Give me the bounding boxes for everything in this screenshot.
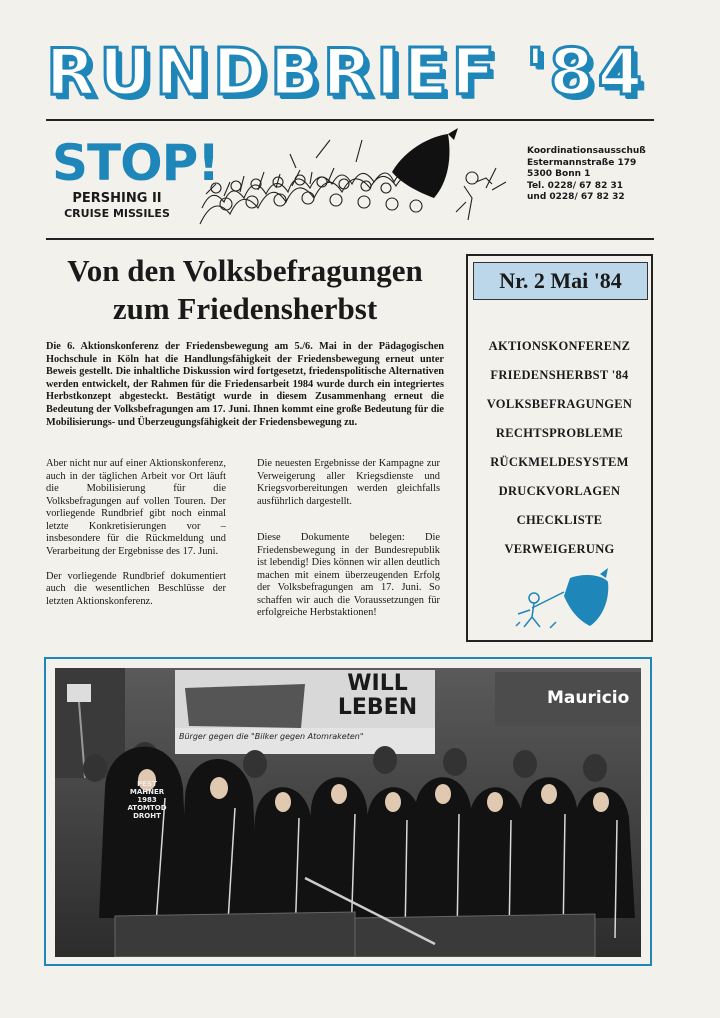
contents-item: RÜCKMELDESYSTEM bbox=[490, 455, 629, 469]
contact-line: Estermannstraße 179 bbox=[527, 157, 637, 168]
contents-list bbox=[468, 332, 651, 564]
demonstration-photo bbox=[55, 668, 641, 957]
masthead bbox=[46, 30, 666, 116]
article-lead: Die 6. Aktionskonferenz der Friedensbewegung am 5./6. Mai in der Pädagogischen Hochschule in Köln hat die Handlungsfähigkeit der Friedensbewegung erneut unter Beweis gestellt. Die inhaltliche Diskussion wird fortgesetzt, friedenspolitische Alternativen werden entwickelt, der Rahmen für die Friedensarbeit 1984 wurde durch ein integriertes Herbstkonzept abgesteckt. Bestätigt wurde in diesem Zusammenhang erneut die Bedeutung der Volksbefragungen am 17. Juni. Ihnen kommt eine große Bedeutung für die Mobilisierungs- und Überzeugungsfähigkeit der Friedensbewegung zu. bbox=[46, 341, 444, 428]
stop-logo bbox=[52, 134, 220, 221]
contact-address bbox=[527, 146, 687, 204]
contents-item: CHECKLISTE bbox=[516, 513, 603, 527]
headline-line2: zum Friedensherbst bbox=[112, 291, 378, 326]
contact-line: 5300 Bonn 1 bbox=[527, 169, 591, 179]
contents-item: VOLKSBEFRAGUNGEN bbox=[486, 397, 633, 411]
missile-doodle-icon bbox=[512, 568, 612, 634]
contents-item: DRUCKVORLAGEN bbox=[498, 484, 621, 498]
masthead-rule bbox=[46, 119, 654, 121]
stop-subtitle bbox=[52, 191, 182, 221]
contents-box bbox=[466, 254, 653, 642]
issue-number: Nr. 2 Mai '84 bbox=[473, 262, 648, 300]
contents-item: FRIEDENSHERBST '84 bbox=[490, 368, 629, 382]
photo-banner-subtext: Bürger gegen die "Bilker gegen Atomraketen" bbox=[179, 732, 364, 741]
stop-word: STOP! bbox=[52, 134, 220, 192]
shirt-print-text: PEST MAHNER 1983 ATOMTOD DROHT bbox=[127, 780, 167, 820]
column-2-paragraph-1: Die neuesten Ergebnisse der Kampagne zur Verweigerung aller Kriegsdienste und Kriegsvorbereitungen werden gleichfalls ausführlich dargestellt. bbox=[257, 458, 440, 507]
article-headline bbox=[30, 252, 460, 328]
column-1-paragraph-2: Der vorliegende Rundbrief dokumentiert auch die wesentlichen Beschlüsse der letzten Aktionskonferenz. bbox=[46, 570, 226, 607]
contents-item: AKTIONSKONFERENZ bbox=[488, 339, 631, 353]
contact-line: Tel. 0228/ 67 82 31 bbox=[527, 180, 623, 191]
contact-line: und 0228/ 67 82 32 bbox=[527, 192, 625, 202]
crowd-illustration bbox=[196, 128, 508, 232]
stop-line-pershing: PERSHING II bbox=[72, 191, 162, 206]
header-rule bbox=[46, 238, 654, 240]
contents-item: RECHTSPROBLEME bbox=[495, 426, 624, 440]
headline-line1: Von den Volksbefragungen bbox=[67, 253, 423, 288]
contact-line: Koordinationsausschuß bbox=[527, 146, 646, 156]
photo-banner-text: WILL LEBEN bbox=[337, 671, 418, 720]
store-sign: Mauricio bbox=[547, 688, 630, 708]
column-1-paragraph-1: Aber nicht nur auf einer Aktionskonferenz, auch in der täglichen Arbeit vor Ort läuft die Mobilisierung für die Volksbefragungen auf vollen Touren. Der vorliegende Rundbrief gibt noch einmal letzte Konkretisierungen vor – insbesondere für die Rückmeldung und Verarbeitung der Ergebnisse des 17. Juni. bbox=[46, 458, 226, 557]
photo-frame bbox=[44, 657, 652, 966]
article-column-1 bbox=[46, 458, 226, 621]
stop-line-cruise: CRUISE MISSILES bbox=[64, 207, 170, 220]
article-column-2 bbox=[257, 458, 440, 632]
masthead-title: RUNDBRIEF '84 bbox=[46, 36, 647, 110]
column-2-paragraph-2: Diese Dokumente belegen: Die Friedensbewegung in der Bundesrepublik ist lebendig! Dies können wir allen deutlich machen mit einem überzeugenden Erfolg der Volksbefragungen am 17. Juni. So schaffen wir auch die Voraussetzungen für erfolgreiche Herbstaktionen! bbox=[257, 532, 440, 618]
contents-item: VERWEIGERUNG bbox=[504, 542, 615, 556]
